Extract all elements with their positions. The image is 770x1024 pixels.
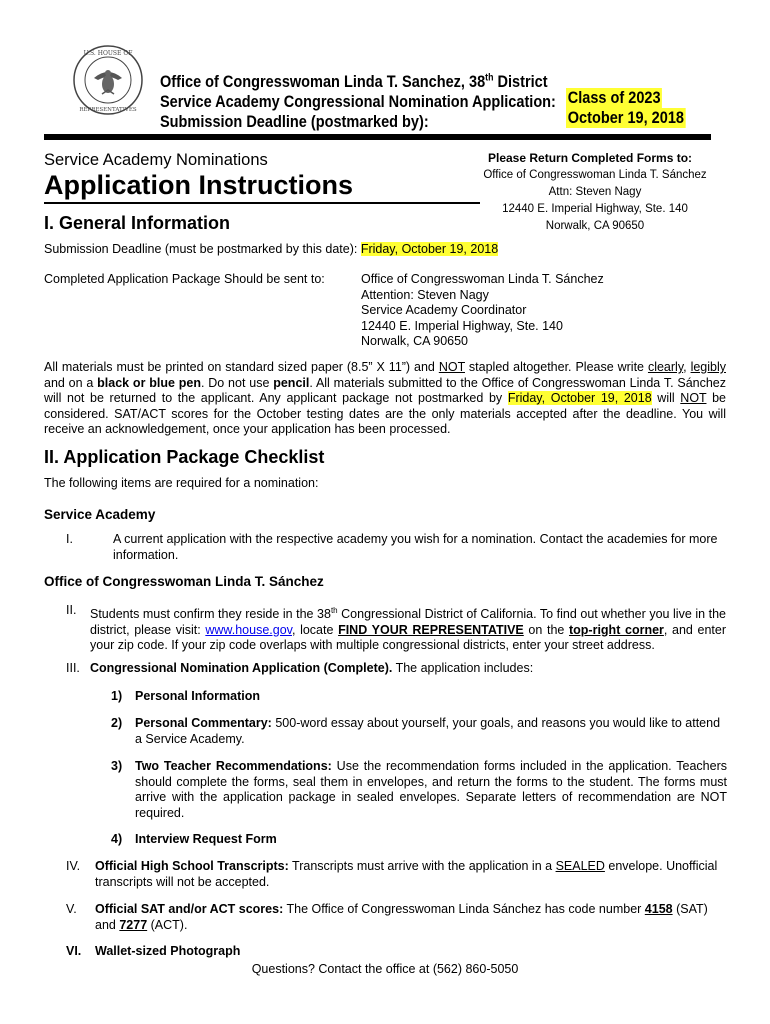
title-underline [44,202,480,204]
return-line: Attn: Steven Nagy [548,186,642,198]
return-heading: Please Return Completed Forms to: [488,151,693,165]
address-line: Office of Congresswoman Linda T. Sánchez [361,272,604,286]
sub-item-3: Two Teacher Recommendations: Use the recommendation forms included in the application. Teachers should complete the forms, seal them in envelopes, and return the forms to the student. The forms must arrive with the application package in sealed envelopes. Separate letters of recommendation are NOT required. [135,759,727,820]
item-number: V. [66,902,77,916]
sub-item-4: Interview Request Form [135,832,277,846]
sent-to-label: Completed Application Package Should be sent to: [44,272,325,286]
mailing-address [361,272,604,350]
deadline-date: Friday, October 19, 2018 [360,242,499,256]
sub-number: 3) [111,759,123,773]
materials-paragraph: All materials must be printed on standard sized paper (8.5” X 11”) and NOT stapled altogether. Please write clearly, legibly and on a black or blue pen. Do not use pencil. All materials submitted to the Office of Congresswoman Linda T. Sánchez will not be returned to the applicant. Any applicant package not postmarked by Friday, October 19, 2018 will NOT be considered. SAT/ACT scores for the October testing dates are the only materials accepted after the deadline. You will receive an acknowledgement, once your application has been processed. [44,360,727,436]
sub-number: 4) [111,832,123,846]
address-line: Norwalk, CA 90650 [361,334,469,348]
item-number: II. [66,603,77,617]
sub-number: 2) [111,716,123,730]
deadline-row [44,242,498,258]
header-values [566,88,686,128]
header-application-line: Service Academy Congressional Nomination Application: [160,92,556,111]
deadline-value: October 19, 2018 [567,109,684,127]
checklist-item-1: A current application with the respective academy you wish for a nomination. Contact the academies for more information. [113,532,718,562]
header-deadline-line: Submission Deadline (postmarked by): [160,112,429,131]
class-of-value: Class of 2023 [567,89,661,107]
svg-text:U.S. HOUSE OF: U.S. HOUSE OF [83,50,133,57]
checklist-intro: The following items are required for a nomination: [44,476,319,490]
office-heading: Office of Congresswoman Linda T. Sánchez [44,574,324,589]
checklist-heading: II. Application Package Checklist [44,447,325,467]
sub-item-2: Personal Commentary: 500-word essay about yourself, your goals, and reasons you would like to attend a Service Academy. [135,716,721,746]
return-address [470,167,720,235]
item-number: III. [66,661,80,675]
section-title-small: Service Academy Nominations [44,151,268,169]
footer-contact: Questions? Contact the office at (562) 860-5050 [251,962,519,976]
sub-number: 1) [111,689,123,703]
page-header [160,68,556,132]
checklist-item-6: Wallet-sized Photograph [95,944,241,958]
house-seal-logo [72,44,144,116]
deadline-label: Submission Deadline (must be postmarked by this date): [44,242,358,256]
checklist-item-4: Official High School Transcripts: Transcripts must arrive with the application in a SEALED envelope. Unofficial transcripts will not be accepted. [95,859,718,889]
general-info-heading: I. General Information [44,213,231,233]
address-line: Attention: Steven Nagy [361,287,489,302]
checklist-item-2: Students must confirm they reside in the 38th Congressional District of California. To find out whether you live in the district, please visit: www.house.gov, locate FIND YOUR REPRESENTATIVE on the top-right corner, and enter your zip code. If your zip code overlaps with multiple congressional districts, enter your street address. [90,606,727,653]
item-number: VI. [66,944,82,958]
service-academy-heading: Service Academy [44,507,156,522]
header-office-line: Office of Congresswoman Linda T. Sanchez, 38th District [160,72,548,91]
house-gov-link[interactable]: www.house.gov [205,622,292,637]
document-title: Application Instructions [44,170,354,200]
sub-item-1: Personal Information [135,689,261,703]
item-number: I. [66,532,73,546]
svg-text:REPRESENTATIVES: REPRESENTATIVES [79,107,137,113]
checklist-item-3: Congressional Nomination Application (Complete). The application includes: [90,661,534,675]
checklist-item-5: Official SAT and/or ACT scores: The Office of Congresswoman Linda Sánchez has code number 4158 (SAT) and 7277 (ACT). [95,902,708,932]
return-line: Office of Congresswoman Linda T. Sánchez [483,169,707,181]
item-number: IV. [66,859,81,873]
address-line: Service Academy Coordinator [361,303,527,317]
address-line: 12440 E. Imperial Highway, Ste. 140 [361,318,563,333]
return-line: 12440 E. Imperial Highway, Ste. 140 [502,203,688,215]
return-line: Norwalk, CA 90650 [545,220,645,232]
header-divider [44,134,711,140]
